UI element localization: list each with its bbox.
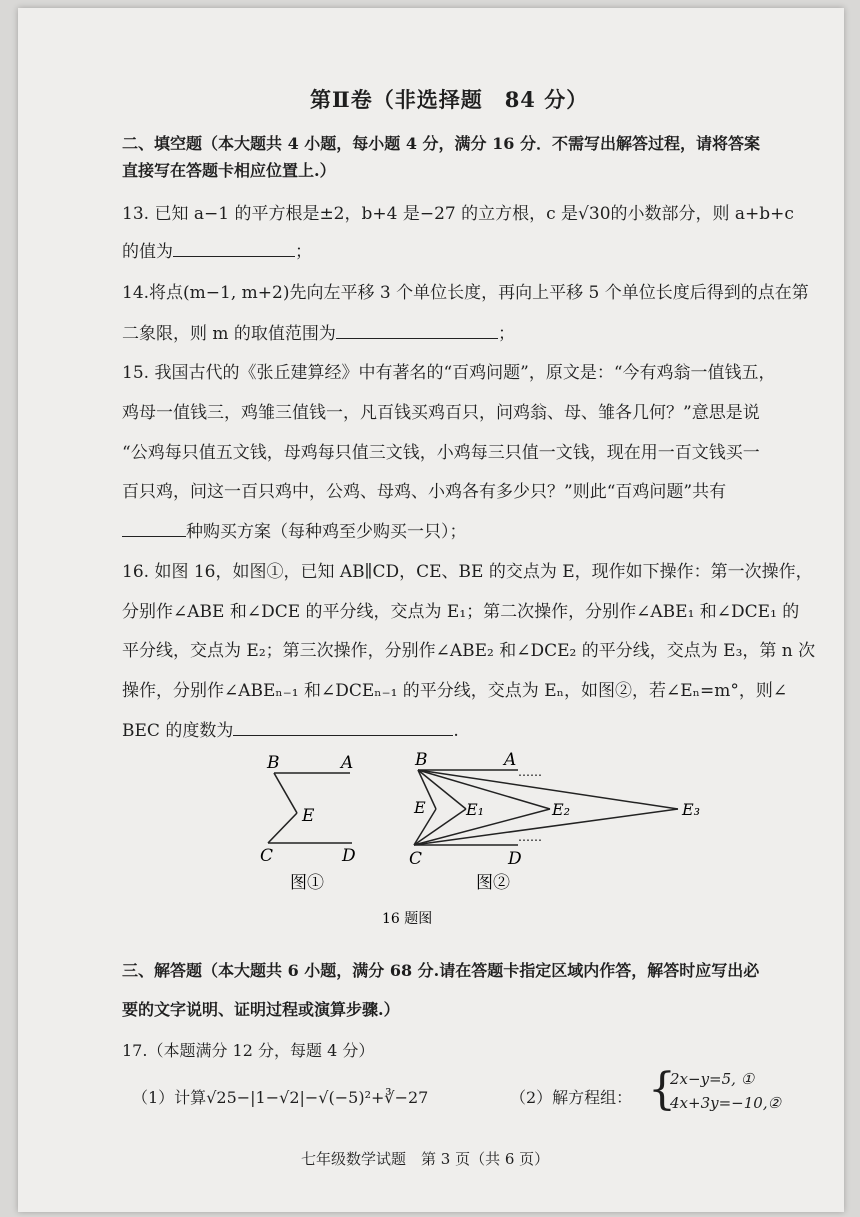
q13-line1: 13. 已知 a−1 的平方根是±2，b+4 是−27 的立方根，c 是√30的小数部分，则 a+b+c xyxy=(122,204,794,224)
q16-line1: 16. 如图 16，如图①，已知 AB∥CD，CE、BE 的交点为 E，现作如下操作：第一次操作， xyxy=(122,562,813,582)
fig1-label-d: D xyxy=(342,846,356,866)
figure-16 xyxy=(18,743,844,928)
q16-line3: 平分线，交点为 E₂；第三次操作，分别作∠ABE₂ 和∠DCE₂ 的平分线，交点为 E₃，第 n 次 xyxy=(122,641,816,661)
page-footer: 七年级数学试题 第 3 页（共 6 页） xyxy=(301,1150,550,1168)
fig1-label-e: E xyxy=(302,806,315,826)
q14-prefix: 二象限，则 m 的取值范围为 xyxy=(122,324,336,344)
q14-line1: 14.将点(m−1, m+2)先向左平移 3 个单位长度，再向上平移 5 个单位长度后得到的点在第 xyxy=(122,283,809,303)
fig1-line-be xyxy=(274,773,297,813)
fig2-label-e3: E₃ xyxy=(682,800,701,819)
q17-eq2: 4x+3y=−10,② xyxy=(670,1094,782,1112)
section2-heading-line2: 直接写在答题卡相应位置上.） xyxy=(122,161,336,180)
q15-suffix: 种购买方案（每种鸡至少购买一只）； xyxy=(186,522,467,542)
q13-prefix: 的值为 xyxy=(122,242,173,262)
figure-main-caption: 16 题图 xyxy=(382,911,433,927)
q17-part1-prefix: （1）计算 xyxy=(132,1088,207,1107)
q16-answer-blank xyxy=(233,735,453,736)
fig1-caption: 图① xyxy=(290,873,324,893)
q13-answer-blank xyxy=(173,256,295,257)
q17-part1-expression: √25−|1−√2|−√(−5)²+∛−27 xyxy=(206,1088,429,1107)
fig2-label-e2: E₂ xyxy=(552,800,571,819)
q14-suffix: ； xyxy=(497,324,515,344)
q17-part2-prefix: （2）解方程组： xyxy=(510,1088,633,1107)
fig2-dots-bottom: …… xyxy=(518,830,542,844)
q14-line2 xyxy=(122,319,515,344)
q16-prefix: BEC 的度数为 xyxy=(122,721,234,741)
q13-line2 xyxy=(122,237,312,262)
fig2-label-c: C xyxy=(409,849,423,869)
fig1-label-a: A xyxy=(341,753,354,773)
fig2-label-b: B xyxy=(415,750,428,770)
q16-suffix: . xyxy=(453,721,459,741)
fig1-label-b: B xyxy=(267,753,280,773)
section3-heading-line2: 要的文字说明、证明过程或演算步骤.） xyxy=(122,1000,400,1019)
q16-line2: 分别作∠ABE 和∠DCE 的平分线，交点为 E₁；第二次操作，分别作∠ABE₁ 和∠DCE₁ 的 xyxy=(122,602,800,622)
fig2-caption: 图② xyxy=(476,873,510,893)
system-brace: { xyxy=(648,1064,676,1115)
q15-answer-blank xyxy=(122,536,186,537)
q15-line5 xyxy=(122,517,467,542)
q16-line4: 操作，分别作∠ABEₙ₋₁ 和∠DCEₙ₋₁ 的平分线，交点为 Eₙ，如图②，若∠Eₙ=m°，则∠ xyxy=(122,681,788,701)
fig1-line-ec xyxy=(268,813,297,843)
q17-part1 xyxy=(132,1085,428,1108)
q17-heading: 17.（本题满分 12 分，每题 4 分） xyxy=(122,1041,375,1060)
section2-heading-line1: 二、填空题（本大题共 4 小题，每小题 4 分，满分 16 分．不需写出解答过程，请将答案 xyxy=(122,134,760,153)
section3-heading-line1: 三、解答题（本大题共 6 小题，满分 68 分.请在答题卡指定区域内作答，解答时应写出必 xyxy=(122,961,760,980)
fig2-label-e1: E₁ xyxy=(466,800,485,819)
q15-line4: 百只鸡，问这一百只鸡中，公鸡、母鸡、小鸡各有多少只？”则此“百鸡问题”共有 xyxy=(122,482,727,502)
q15-line3: “公鸡每只值五文钱，母鸡每只值三文钱，小鸡每三只值一文钱，现在用一百文钱买一 xyxy=(122,443,760,463)
q15-line1: 15. 我国古代的《张丘建算经》中有著名的“百鸡问题”，原文是：“今有鸡翁一值钱五， xyxy=(122,363,776,383)
figure-2 xyxy=(414,770,678,845)
fig2-label-e: E xyxy=(414,798,426,817)
fig2-label-a: A xyxy=(504,750,517,770)
fig1-label-c: C xyxy=(260,846,274,866)
fig2-dots-top: …… xyxy=(518,765,542,779)
q17-part2 xyxy=(510,1085,632,1108)
q16-line5 xyxy=(122,716,459,741)
q14-answer-blank xyxy=(336,338,498,339)
part-title: 第Ⅱ卷（非选择题 84 分） xyxy=(310,87,589,112)
fig2-label-d: D xyxy=(508,849,522,869)
fig2-line-e3c xyxy=(414,809,678,845)
fig2-line-be3 xyxy=(418,770,678,809)
q17-eq1: 2x−y=5, ① xyxy=(670,1070,755,1088)
exam-page xyxy=(18,8,844,1212)
q13-suffix: ； xyxy=(295,242,312,262)
q15-line2: 鸡母一值钱三，鸡雏三值钱一，凡百钱买鸡百只，问鸡翁、母、雏各几何？”意思是说 xyxy=(122,403,760,423)
